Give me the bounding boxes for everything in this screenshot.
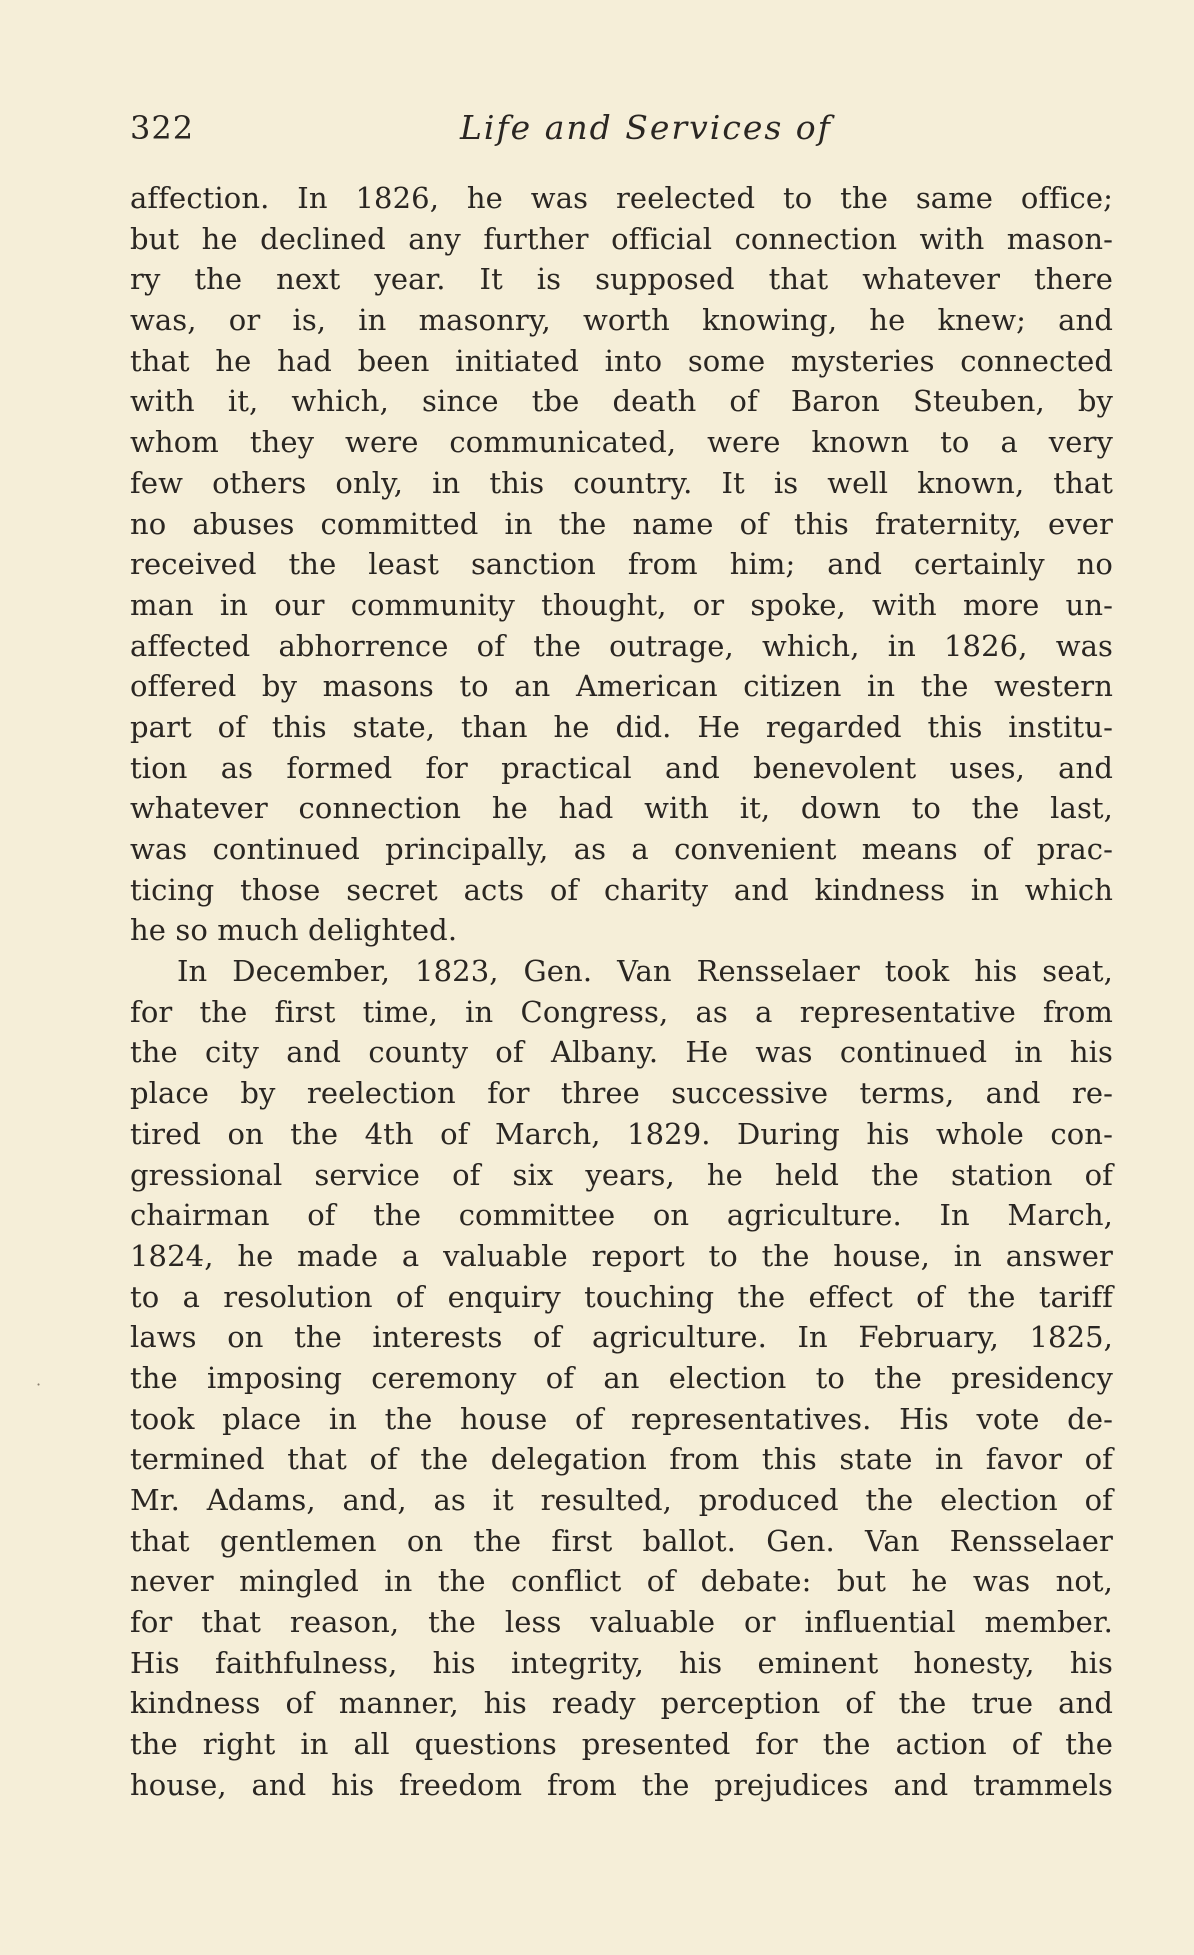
text-line: that gentlemen on the first ballot. Gen. Van Rensselaer — [130, 1523, 1113, 1558]
text-line: part of this state, than he did. He regarded this institu- — [130, 709, 1113, 744]
text-line: whom they were communicated, were known to a very — [130, 425, 1113, 460]
text-line: gressional service of six years, he held the station of — [130, 1157, 1113, 1192]
text-line: to a resolution of enquiry touching the effect of the tariff — [130, 1279, 1113, 1314]
page-number: 322 — [130, 109, 195, 147]
text-line: took place in the house of representatives. His vote de- — [130, 1401, 1113, 1436]
text-line: never mingled in the conflict of debate: but he was not, — [130, 1564, 1113, 1599]
text-line: house, and his freedom from the prejudices and trammels — [130, 1767, 1113, 1802]
text-line: tired on the 4th of March, 1829. During his whole con- — [130, 1116, 1113, 1151]
text-line: ry the next year. It is supposed that whatever there — [130, 262, 1113, 297]
paragraph — [130, 951, 1113, 1805]
text-line: 1824, he made a valuable report to the house, in answer — [130, 1238, 1113, 1273]
text-line: affection. In 1826, he was reelected to the same office; — [130, 181, 1113, 215]
text-line: the city and county of Albany. He was continued in his — [130, 1035, 1113, 1070]
text-line: was continued principally, as a convenient means of prac- — [130, 832, 1113, 866]
text-line: laws on the interests of agriculture. In February, 1825, — [130, 1320, 1113, 1355]
text-line: man in our community thought, or spoke, with more un- — [130, 587, 1113, 622]
body-text — [130, 178, 1113, 1806]
text-line: His faithfulness, his integrity, his eminent honesty, his — [130, 1645, 1113, 1680]
text-line: the right in all questions presented for the action of the — [130, 1727, 1113, 1762]
text-line: for that reason, the less valuable or influential member. — [130, 1605, 1113, 1640]
text-line: ticing those secret acts of charity and kindness in which — [130, 872, 1113, 907]
text-line: few others only, in this country. It is well known, that — [130, 465, 1113, 500]
text-line: affected abhorrence of the outrage, which, in 1826, was — [130, 628, 1113, 663]
text-line: no abuses committed in the name of this fraternity, ever — [130, 506, 1113, 541]
text-line: with it, which, since tbe death of Baron Steuben, by — [130, 384, 1113, 419]
text-line: for the first time, in Congress, as a representative from — [130, 994, 1113, 1029]
text-line: that he had been initiated into some mysteries connected — [130, 343, 1113, 378]
text-line: Mr. Adams, and, as it resulted, produced the election of — [130, 1483, 1113, 1517]
text-line: but he declined any further official connection with mason- — [130, 221, 1113, 256]
running-title: Life and Services of — [460, 108, 832, 147]
text-line: offered by masons to an American citizen in the western — [130, 669, 1113, 704]
paragraph — [130, 178, 1113, 951]
text-line: In December, 1823, Gen. Van Rensselaer took his seat, — [177, 954, 1113, 989]
text-line: kindness of manner, his ready perception of the true and — [130, 1686, 1113, 1721]
text-line: the imposing ceremony of an election to the presidency — [130, 1360, 1113, 1395]
text-line: he so much delighted. — [130, 913, 458, 948]
text-line: chairman of the committee on agriculture. In March, — [130, 1198, 1113, 1233]
text-line: termined that of the delegation from this state in favor of — [130, 1442, 1113, 1477]
margin-mark: · — [36, 1375, 42, 1394]
text-line: was, or is, in masonry, worth knowing, he knew; and — [130, 303, 1113, 338]
text-line: received the least sanction from him; and certainly no — [130, 547, 1113, 582]
text-line: whatever connection he had with it, down to the last, — [130, 791, 1113, 826]
text-line: tion as formed for practical and benevolent uses, and — [130, 750, 1113, 785]
page-header — [130, 100, 1115, 164]
text-line: place by reelection for three successive terms, and re- — [130, 1076, 1113, 1111]
